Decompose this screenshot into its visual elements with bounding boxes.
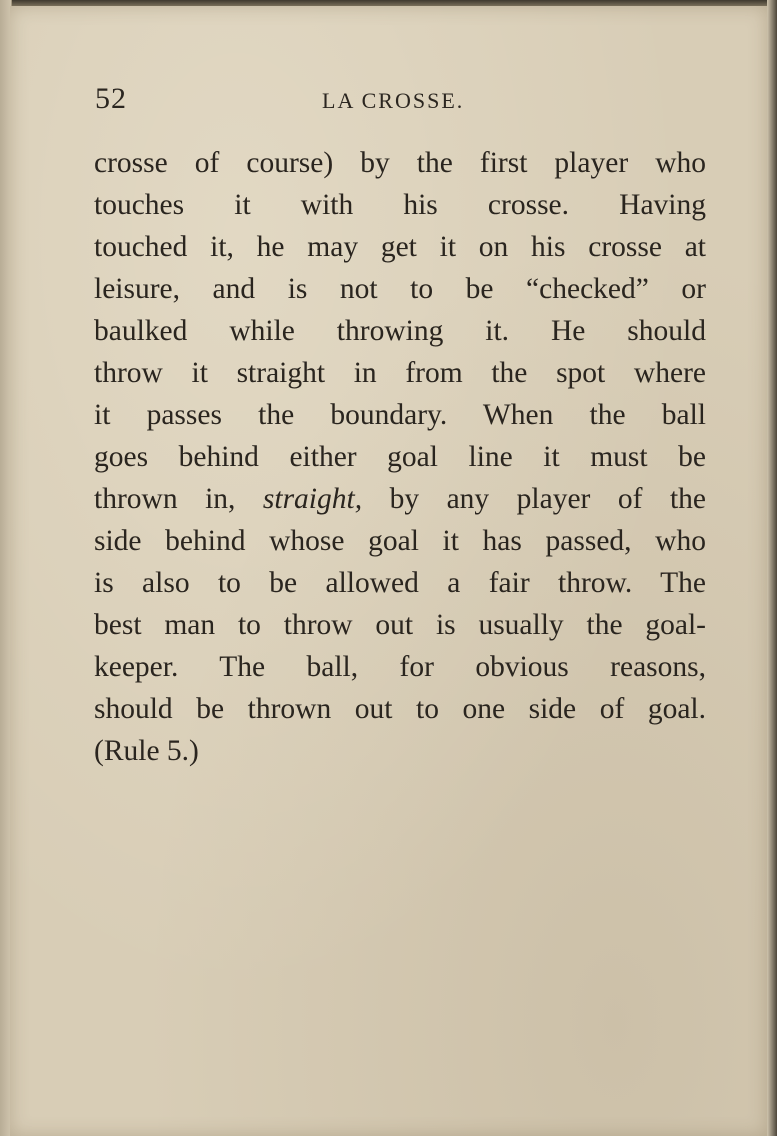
text-line: throw it straight in from the spot where: [94, 357, 706, 389]
text-line: it passes the boundary. When the ball: [94, 399, 706, 431]
running-head: [84, 82, 714, 122]
text-line: keeper. The ball, for obvious reasons,: [94, 651, 706, 683]
text-line: leisure, and is not to be “checked” or: [94, 273, 706, 305]
text-line: baulked while throwing it. He should: [94, 315, 706, 347]
page-right-edge: [767, 0, 777, 1136]
body-paragraph: [94, 142, 706, 772]
running-title: LA CROSSE.: [322, 88, 465, 113]
page-number: 52: [95, 82, 127, 115]
text-fragment: thrown in,: [94, 483, 263, 515]
text-line: is also to be allowed a fair throw. The: [94, 567, 706, 599]
text-line: (Rule 5.): [94, 735, 199, 767]
text-line: side behind whose goal it has passed, who: [94, 525, 706, 557]
text-line: crosse of course) by the first player who: [94, 147, 706, 179]
text-line: best man to throw out is usually the goal-: [94, 609, 706, 641]
text-line: touched it, he may get it on his crosse at: [94, 231, 706, 263]
text-line-with-italic: [94, 478, 706, 520]
text-line: goes behind either goal line it must be: [94, 441, 706, 473]
text-line: touches it with his crosse. Having: [94, 189, 706, 221]
italic-word: straight,: [262, 483, 363, 515]
text-fragment: by any player of the: [362, 483, 706, 515]
text-line: should be thrown out to one side of goal.: [94, 693, 706, 725]
